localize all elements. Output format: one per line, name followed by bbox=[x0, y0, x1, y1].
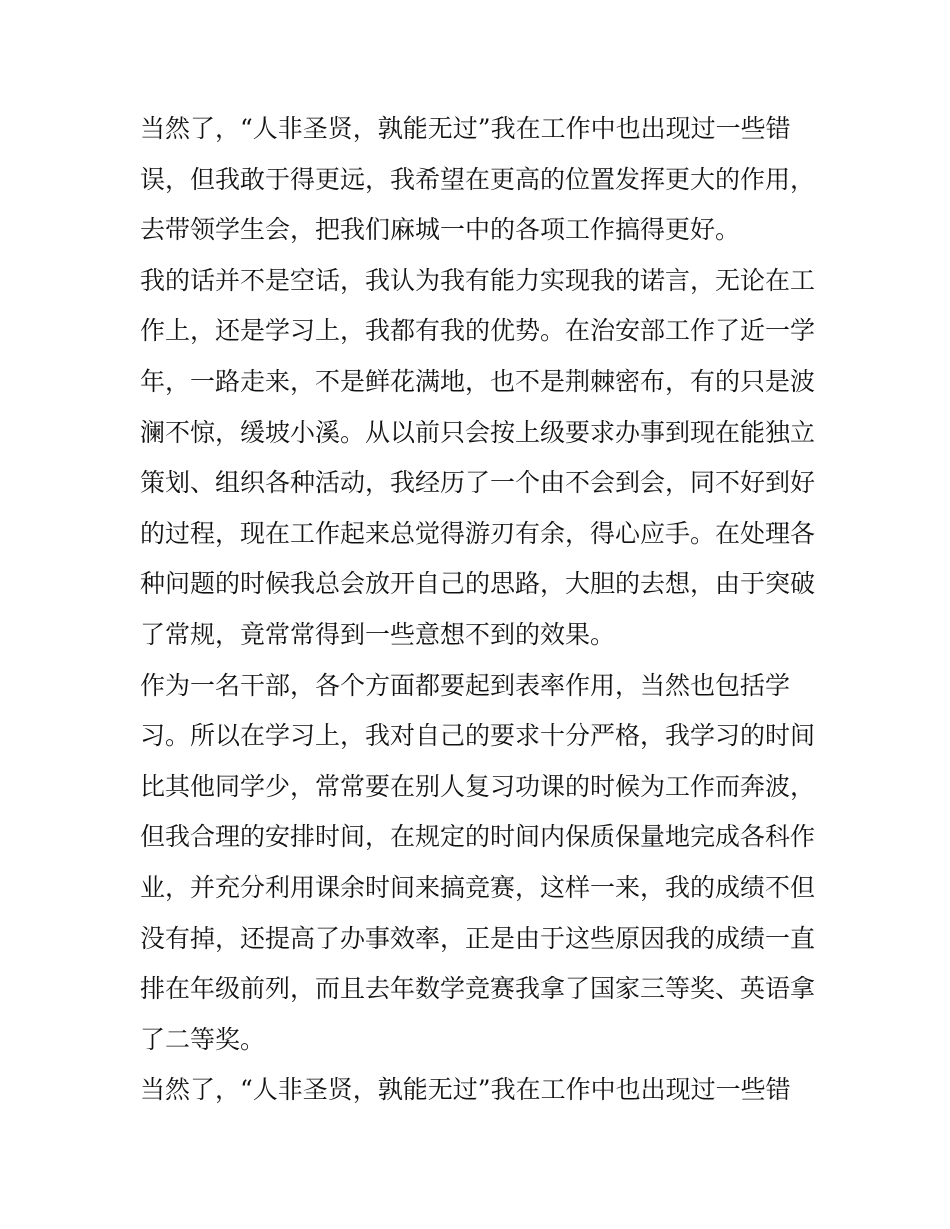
text-line: 作为一名干部，各个方面都要起到表率作用，当然也包括学 bbox=[140, 670, 791, 700]
text-line: 去带领学生会，把我们麻城一中的各项工作搞得更好。 bbox=[140, 215, 741, 245]
text-line: 澜不惊，缓坡小溪。从以前只会按上级要求办事到现在能独立 bbox=[140, 417, 816, 447]
text-line: 策划、组织各种活动，我经历了一个由不会到会，同不好到好 bbox=[140, 468, 816, 498]
text-line: 当然了，“人非圣贤，孰能无过”我在工作中也出现过一些错 bbox=[140, 1075, 791, 1105]
text-line: 比其他同学少，常常要在别人复习功课的时候为工作而奔波， bbox=[140, 771, 816, 801]
text-line: 的过程，现在工作起来总觉得游刃有余，得心应手。在处理各 bbox=[140, 518, 816, 548]
text-line: 误，但我敢于得更远，我希望在更高的位置发挥更大的作用， bbox=[140, 164, 816, 194]
text-line: 年，一路走来，不是鲜花满地，也不是荆棘密布，有的只是波 bbox=[140, 366, 816, 396]
text-line: 种问题的时候我总会放开自己的思路，大胆的去想，由于突破 bbox=[140, 569, 816, 599]
text-line: 了二等奖。 bbox=[140, 1024, 266, 1054]
text-line: 排在年级前列，而且去年数学竞赛我拿了国家三等奖、英语拿 bbox=[140, 974, 816, 1004]
text-line: 了常规，竟常常得到一些意想不到的效果。 bbox=[140, 619, 616, 649]
text-line: 当然了，“人非圣贤，孰能无过”我在工作中也出现过一些错 bbox=[140, 114, 791, 143]
text-line: 但我合理的安排时间，在规定的时间内保质保量地完成各科作 bbox=[140, 822, 816, 852]
text-line: 我的话并不是空话，我认为我有能力实现我的诺言，无论在工 bbox=[140, 265, 816, 295]
text-line: 没有掉，还提高了办事效率，正是由于这些原因我的成绩一直 bbox=[140, 923, 816, 953]
body-text bbox=[140, 104, 820, 1116]
text-line: 业，并充分利用课余时间来搞竞赛，这样一来，我的成绩不但 bbox=[140, 872, 816, 902]
text-line: 习。所以在学习上，我对自己的要求十分严格，我学习的时间 bbox=[140, 721, 816, 751]
text-line: 作上，还是学习上，我都有我的优势。在治安部工作了近一学 bbox=[140, 316, 816, 346]
